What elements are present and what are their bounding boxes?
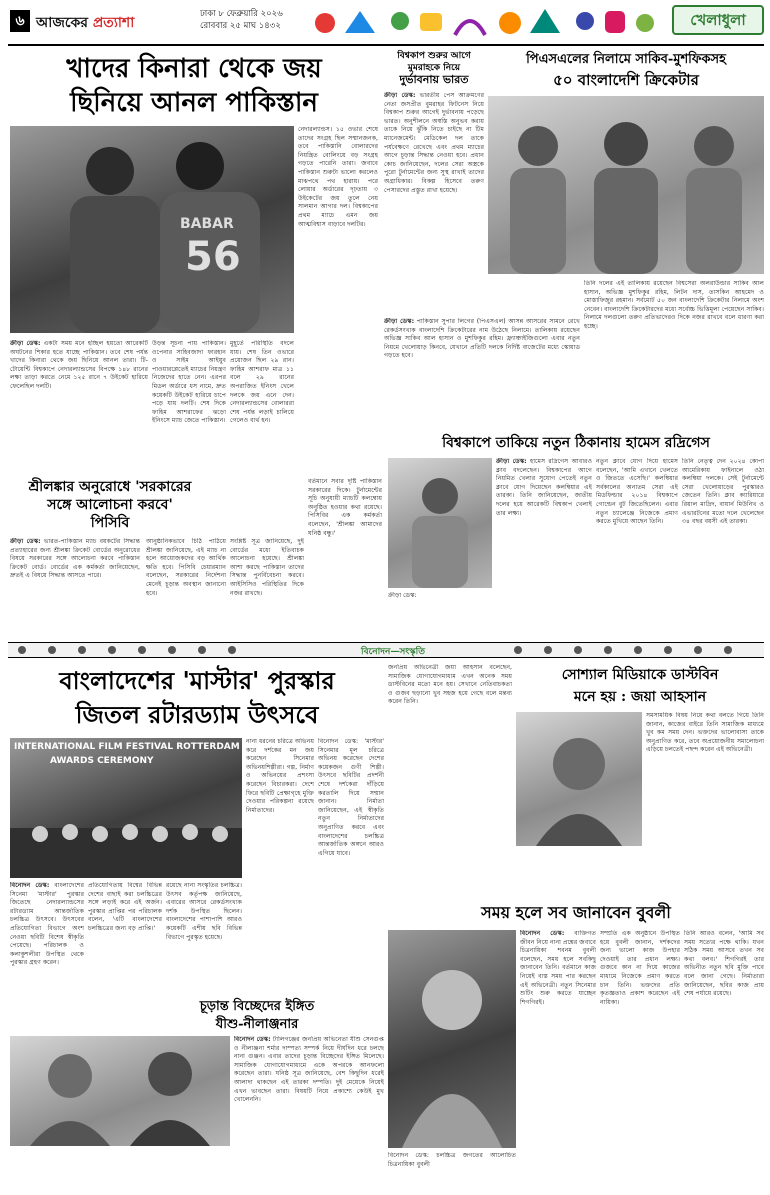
section-label: খেলাধুলা <box>690 11 746 29</box>
rotterdam-photo <box>10 738 242 878</box>
rotterdam-body2: প্রতিযোগিতায় বিশ্বের বিভিন্ন দেশের বাছাই করা চলচ্চিত্রের সঙ্গে লড়াই করে এই অর্জন। পুরস্কার প্রাপ্তির পর পরিচালক বলেন, 'এটি বাংলাদেশের চলচ্চিত্রের জন্য বড় প্রাপ্তি।' <box>88 882 162 932</box>
bubly-body3: তিনি আরও বলেন, 'আমি সব সময় সত্যের পক্ষে থাকি। যখন সঠিক সময় আসবে তখন সব কথা বলব।' শিগগিরই তার অভিনীত নতুন ছবি মুক্তি পাবে বলে জানা গেছে। নির্মাতারা জানিয়েছেন, ছবির কাজ প্রায় শেষ পর্যায়ে রয়েছে। <box>684 930 764 998</box>
date-line: ঢাকা ৮ ফেব্রুয়ারি ২০২৬ রোববার ২৫ মাঘ ১৪৩২ <box>200 9 283 31</box>
headline-worldcup: বিশ্বকাপ শুরুর আগে মুমরাহকে নিয়ে দুর্ভাবনায় ভারত <box>397 51 471 86</box>
pakistan-col2: উড়ন্ত সূচনা পায় পাকিস্তান। ওপেনার সাহিবজাদা ফারহান ও সাইম আইয়ুব পাওয়ারপ্লেতেই ম্যাচের নিয়ন্ত্রণ নিজেদের হাতে নেন। এরপর মিডল অর্ডারে ধস নামে, দ্রুত কয়েকটি উইকেট হারিয়ে চাপে পড়ে যায় দলটি। শেষ দিকে ফাহিম আশরাফের ঝড়ো ইনিংসে ম্যাচ জেতে পাকিস্তান। <box>152 340 226 425</box>
hames-caption: ক্রীড়া ডেস্ক: <box>388 592 417 599</box>
psl-body2: তিনি দলের এই তালিকায় রয়েছেন বিশ্বসেরা অলরাউন্ডার সাকিব আল হাসান, অভিজ্ঞ মুশফিকুর রহিম, লিটন দাস, তাসকিন আহমেদ ও মোস্তাফিজুর রহমান। সর্বমোট ৫০ জন বাংলাদেশি ক্রিকেটার নিলামে অংশ নেবেন। বাংলাদেশি ক্রিকেটারদের মধ্যে সর্বোচ্চ ভিত্তিমূল্য পেয়েছেন সাকিব। নিলামে দলগুলো তরুণ প্রতিভাদেরও দিকে নজর রাখবে বলে ধারণা করা হচ্ছে। <box>584 280 764 330</box>
headline-rotterdam: বাংলাদেশের 'মাস্টার' পুরস্কার জিতল রটারড্যাম উৎসবে <box>59 666 335 729</box>
srilanka-body3: সংশ্লিষ্ট সূত্র জানিয়েছে, দুই বোর্ডের মধ্যে ইতিবাচক আলোচনা হয়েছে। শ্রীলঙ্কা আশা করছে পাকিস্তান তাদের সিদ্ধান্ত পুনর্বিবেচনা করবে। আইসিসিও পরিস্থিতির দিকে নজর রাখছে। <box>230 538 304 597</box>
rotterdam-body4: নানা ধরনের চরিত্রে অভিনয় করে দর্শকের মন জয় করেছেন সিনেমার অভিনয়শিল্পীরা। গল্প, নির্মাণ ও অভিনয়ের প্রশংসা করেছেন বিচারকরা। দেশে ফিরে ছবিটি প্রেক্ষাগৃহে মুক্তি দেওয়ার পরিকল্পনা রয়েছে নির্মাতাদের। <box>246 738 314 814</box>
bubly-caption: বিনোদন ডেস্ক: চলচ্চিত্র জগতের আলোচিত চিত্রনায়িকা বুবলী <box>388 1152 516 1168</box>
section-label-box <box>672 5 764 35</box>
rotterdam-body5: বিনোদন ডেস্ক: 'মাস্টার' সিনেমার মূল চরিত্রে অভিনয় করেছেন দেশের কয়েকজন গুণী শিল্পী। উৎসবে ছবিটির প্রদর্শনী শেষে দর্শকেরা দাঁড়িয়ে করতালি দিয়ে সম্মান জানান। নির্মাতা জানিয়েছেন, এই স্বীকৃতি নতুন নির্মাতাদের অনুপ্রাণিত করবে এবং বাংলাদেশের চলচ্চিত্র আন্তর্জাতিক অঙ্গনে আরও এগিয়ে যাবে। <box>318 738 384 857</box>
paper-name: আজকের প্রত্যাশা <box>36 15 135 31</box>
masthead <box>0 0 770 44</box>
footballer-illustration <box>388 458 492 588</box>
festival-banner: INTERNATIONAL FILM FESTIVAL ROTTERDAM <box>14 742 240 752</box>
hames-photo <box>388 458 492 588</box>
headline-pakistan: খাদের কিনারা থেকে জয় ছিনিয়ে আনল পাকিস্তান <box>66 54 322 118</box>
headline-hames: বিশ্বকাপে তাকিয়ে নতুন ঠিকানায় হামেস রদ্রিগেস <box>442 435 710 451</box>
headline-bubly: সময় হলে সব জানাবেন বুবলী <box>481 903 671 922</box>
pakistan-lead: ক্রীড়া ডেস্ক: একটা সময় মনে হচ্ছিল হয়তো আরেকটি অঘটনের শিকার হতে যাচ্ছে পাকিস্তান। তবে শেষ পর্যন্ত খাদের কিনারা থেকে জয় ছিনিয়ে আনল তারা। টি-টোয়েন্টি বিশ্বকাপে নেদারল্যান্ডসের বিপক্ষে ১৪৮ রানের লক্ষ্য তাড়া করতে নেমে ১২৫ রানে ৭ উইকেট হারিয়ে ফেলেছিল দলটি। <box>10 340 148 390</box>
headline-jeetu: চূড়ান্ত বিচ্ছেদের ইঙ্গিত যীশু-নীলাঞ্জনার <box>199 999 315 1032</box>
page-number: ৬ <box>15 13 25 29</box>
srilanka-body: ক্রীড়া ডেস্ক: ভারত-পাকিস্তান ম্যাচ বয়কটের সিদ্ধান্ত প্রত্যাহারের জন্য শ্রীলঙ্কা ক্রিকেট বোর্ডের অনুরোধের বিষয়ে সরকারের সঙ্গে আলোচনা করবে পাকিস্তান ক্রিকেট বোর্ড। বোর্ডের এক কর্মকর্তা জানিয়েছেন, দ্রুতই এ বিষয়ে সিদ্ধান্ত আসতে পারে। <box>10 538 140 580</box>
rotterdam-body3: রয়েছে নানা সংস্কৃতির চলচ্চিত্র। উৎসব কর্তৃপক্ষ জানিয়েছে, এবারের আসরে রেকর্ডসংখ্যক দর্শক উপস্থিত ছিলেন। বাংলাদেশের পাশাপাশি আরও কয়েকটি এশীয় ছবি বিভিন্ন বিভাগে পুরস্কৃত হয়েছে। <box>166 882 242 941</box>
pakistan-col4: নেদারল্যান্ডস। ১৫ ওভার শেষে তাদের সংগ্রহ ছিল সম্মানজনক, তবে পাকিস্তানি বোলারদের নিয়ন্ত্রিত বোলিংয়ে বড় সংগ্রহ গড়তে পারেনি তারা। জবাবে পাকিস্তান শুরুটা ভালো করলেও মাঝপথে পথ হারায়। পরে লোয়ার অর্ডারের দৃঢ়তায় ৩ উইকেটের জয় তুলে নেয় সালমান আগার দল। বিশ্বকাপের প্রথম ম্যাচে এমন জয় আত্মবিশ্বাস বাড়াবে দলটির। <box>298 126 378 228</box>
entertainment-label: বিনোদন—সংস্কৃতি <box>361 647 425 657</box>
jeetu-photo <box>10 1036 230 1146</box>
cricketers-illustration <box>488 96 764 274</box>
bubly-body: বিনোদন ডেস্ক: ব্যক্তিগত জীবন নিয়ে নানা প্রশ্নের জবাবে চিত্রনায়িকা শবনম বুবলী বলেছেন, সময় হলে সবকিছু জানাবেন তিনি। বর্তমানে কাজ নিয়েই ব্যস্ত সময় পার করছেন এই অভিনেত্রী। নতুন সিনেমার শুটিং শুরু করতে যাচ্ছেন শিগগিরই। <box>520 930 596 1006</box>
srilanka-body2: আনুষ্ঠানিকভাবে চিঠি পাঠিয়ে শ্রীলঙ্কা জানিয়েছে, এই ম্যাচ না হলে আয়োজকদের বড় আর্থিক ক্ষতি হবে। পিসিবি চেয়ারম্যান বলেছেন, সরকারের নির্দেশনা মেনেই চূড়ান্ত অবস্থান জানানো হবে। <box>146 538 226 597</box>
bubly-body2: সম্প্রতি এক অনুষ্ঠানে উপস্থিত হয়ে বুবলী জানান, দর্শকদের জন্য ভালো কাজ উপহার দেওয়াই তার প্রধান লক্ষ্য। গুজবে কান না দিয়ে কাজের মাধ্যমে নিজেকে প্রমাণ করতে চান তিনি। ভক্তদের প্রতি কৃতজ্ঞতাও প্রকাশ করেছেন এই নায়িকা। <box>600 930 680 1006</box>
jaya-photo <box>516 712 642 846</box>
festival-sub-banner: AWARDS CEREMONY <box>50 756 154 766</box>
masthead-rule <box>8 44 764 46</box>
worldcup-body: ক্রীড়া ডেস্ক: ভারতীয় পেস আক্রমণের নেতা জসপ্রীত বুমরাহর ফিটনেস নিয়ে বিশ্বকাপ শুরুর আগেই দুর্ভাবনায় পড়েছে ভারত। অনুশীলনে অস্বস্তি অনুভব করায় তাকে নিয়ে ঝুঁকি নিতে চাইছে না টিম ম্যানেজমেন্ট। মেডিকেল দল তাকে পর্যবেক্ষণে রেখেছে এবং প্রথম ম্যাচের আগে চূড়ান্ত সিদ্ধান্ত নেওয়া হবে। প্রধান কোচ জানিয়েছেন, দলের সেরা অস্ত্রকে পুরো টুর্নামেন্টের জন্য সুস্থ রাখাই তাদের অগ্রাধিকার। বিকল্প হিসেবে তরুণ পেসারদের প্রস্তুত রাখা হয়েছে। <box>384 92 484 194</box>
jaya-lead: জনপ্রিয় অভিনেত্রী জয়া আহসান বলেছেন, সামাজিক যোগাযোগমাধ্যম এখন অনেক সময় ডাস্টবিনের মতো মনে হয়। সেখানে নেতিবাচকতা ও গুজব ছড়ানো খুব সহজ হয়ে গেছে বলে মন্তব্য করেন তিনি। <box>388 664 512 706</box>
jeetu-body: বিনোদন ডেস্ক: টালিগঞ্জের জনপ্রিয় অভিনেতা যীশু সেনগুপ্ত ও নীলাঞ্জনা শর্মার দাম্পত্য সম্পর্ক নিয়ে দীর্ঘদিন ধরে চলছে নানা গুঞ্জন। এবার তাদের চূড়ান্ত বিচ্ছেদের ইঙ্গিত মিলেছে। সামাজিক যোগাযোগমাধ্যমে একে অপরকে আনফলো করেছেন তারা। ঘনিষ্ঠ সূত্র জানিয়েছে, বেশ কিছুদিন ধরেই আলাদা থাকছেন এই তারকা দম্পতি। দুই মেয়েকে নিয়েই এখন ভাবছেন তারা। বিষয়টি নিয়ে প্রকাশ্যে কেউই মুখ খোলেননি। <box>234 1036 384 1104</box>
music-notes-icon <box>508 643 758 657</box>
jersey-name: BABAR <box>180 216 234 232</box>
actress-portrait-illustration <box>516 712 642 846</box>
group-photo-illustration <box>10 778 242 878</box>
actress-portrait-illustration <box>388 930 516 1148</box>
hames-body: ক্রীড়া ডেস্ক: হামেস রদ্রিগেস আবারও ক্লাব বদলেছেন। বিশ্বকাপের আগে নিয়মিত খেলার সুযোগ পেতেই নতুন ক্লাবে যোগ দিয়েছেন কলম্বিয়ার এই তারকা। তিনি জানিয়েছেন, জাতীয় দলের হয়ে আরেকটি বিশ্বকাপ খেলাই তার লক্ষ্য। <box>496 458 592 517</box>
psl-players-photo <box>488 96 764 274</box>
bubly-photo <box>388 930 516 1148</box>
srilanka-body4: বর্তমানে সবার দৃষ্টি পাকিস্তান সরকারের দিকে। টুর্নামেন্টের সূচি অনুযায়ী ম্যাচটি কলম্বোয় অনুষ্ঠিত হওয়ার কথা রয়েছে। পিসিবির এক কর্মকর্তা বলেছেন, 'শ্রীলঙ্কা আমাদের ঘনিষ্ঠ বন্ধু।' <box>308 478 382 537</box>
sports-figures-icon <box>305 3 665 41</box>
pakistan-col3: মুহূর্তে পরিস্থিতি বদলে যায়। শেষ তিন ওভারে প্রয়োজন ছিল ২৯ রান। ফাহিম আশরাফ মাত্র ১১ বলে ২৯ রানের অপরাজিত ইনিংস খেলে দলকে জয় এনে দেন। নেদারল্যান্ডসের বোলাররা শেষ পর্যন্ত লড়াই চালিয়ে গেলেও ব্যর্থ হন। <box>230 340 294 425</box>
psl-body: ক্রীড়া ডেস্ক: পাকিস্তান সুপার লিগের (পিএসএল) আসন্ন আসরের সামনে রেখে রেকর্ডসংখ্যক বাংলাদেশি ক্রিকেটারের নাম উঠেছে নিলামে। তালিকায় রয়েছেন অভিজ্ঞ সাকিব আল হাসান ও মুশফিকুর রহিম। ফ্র্যাঞ্চাইজিগুলো এবার নতুন নিয়মে খেলোয়াড় কিনবে, যেখানে প্রতিটি দলকে নির্দিষ্ট বাজেটের মধ্যে স্কোয়াড গড়তে হবে। <box>384 318 580 360</box>
jaya-body2: সমসাময়িক বিষয় নিয়ে কথা বলতে গিয়ে তিনি জানান, কাজের বাইরে তিনি সামাজিক মাধ্যমে খুব কম সময় দেন। ভক্তদের ভালোবাসা তাকে অনুপ্রাণিত করে, তবে অপ্রয়োজনীয় সমালোচনা এড়িয়ে চলতেই পছন্দ করেন এই অভিনেত্রী। <box>646 712 764 754</box>
entertainment-banner <box>8 642 764 658</box>
sports-silhouettes-icon <box>12 643 262 657</box>
jersey-number: 56 <box>185 234 241 280</box>
sports-icons-banner <box>305 3 665 41</box>
hames-body3: তিনি নেতৃত্ব দেন ২০২৪ কোপা আমেরিকায় ফাইনালে ওঠা কলম্বিয়া দলকে। সেই টুর্নামেন্টে সেরা খেলোয়াড়ের পুরস্কারও জেতেন তিনি। ক্লাব ক্যারিয়ারে রিয়াল মাদ্রিদ, বায়ার্ন মিউনিখ ও এভারটনের মতো দলে খেলেছেন ৩৪ বছর বয়সী এই তারকা। <box>682 458 764 526</box>
headline-srilanka: শ্রীলঙ্কার অনুরোধে 'সরকারের সঙ্গে আলোচনা করবে' পিসিবি <box>28 479 192 531</box>
hames-body2: নতুন ক্লাবে যোগ দিয়ে হামেস বলেছেন, 'আমি এখানে খেলতে ও জিততে এসেছি।' কলম্বিয়ার সর্বকালের অন্যতম সেরা এই মিডফিল্ডার ২০১৪ বিশ্বকাপে গোল্ডেন বুট জিতেছিলেন। এবার নতুন চ্যালেঞ্জে নিজেকে প্রমাণ করতে মুখিয়ে আছেন তিনি। <box>596 458 678 526</box>
headline-psl: পিএসএলের নিলামে সাকিব-মুশফিকসহ ৫০ বাংলাদেশি ক্রিকেটার <box>526 52 726 89</box>
headline-jaya: সোশ্যাল মিডিয়াকে ডাস্টবিন মনে হয় : জয়া আহসান <box>561 667 719 705</box>
couple-portrait-illustration <box>10 1036 230 1146</box>
pakistan-players-photo <box>10 126 294 333</box>
page-number-box <box>10 10 30 32</box>
cricket-players-illustration <box>10 126 294 333</box>
rotterdam-body: বিনোদন ডেস্ক: বাংলাদেশের সিনেমা 'মাস্টার' পুরস্কার জিতেছে নেদারল্যান্ডসের রটারড্যাম আন্তর্জাতিক চলচ্চিত্র উৎসবে। উৎসবের প্রতিযোগিতা বিভাগে অংশ নেওয়া ছবিটি বিশেষ স্বীকৃতি পেয়েছে। পরিচালক ও কলাকুশলীরা উপস্থিত থেকে পুরস্কার গ্রহণ করেন। <box>10 882 84 967</box>
